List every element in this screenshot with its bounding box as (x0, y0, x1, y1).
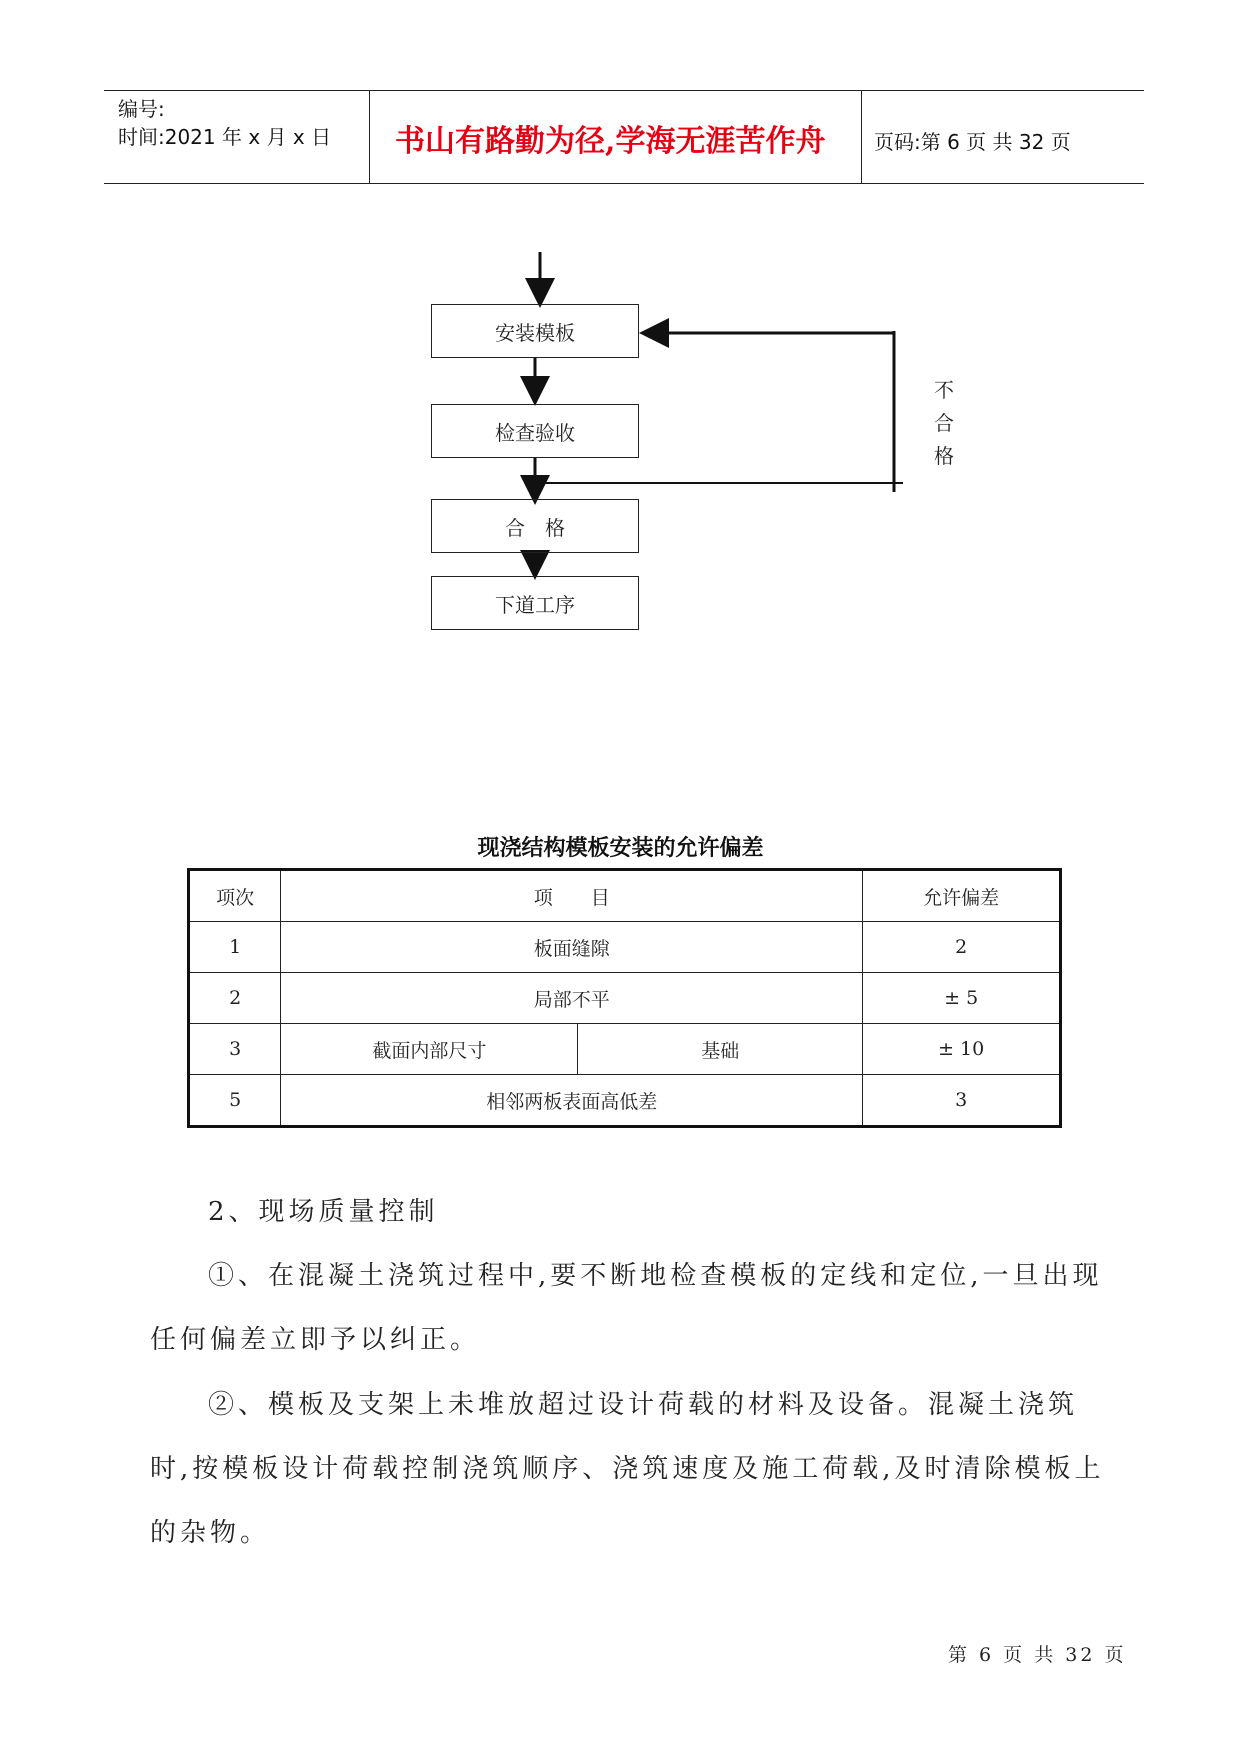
page-footer: 第 6 页 共 32 页 (948, 1644, 1127, 1666)
header-cell-item: 项 目 (281, 870, 863, 922)
paragraph-1: ①、在混凝土浇筑过程中,要不断地检查模板的定线和定位,一旦出现任何偏差立即予以纠正。 (150, 1261, 1103, 1355)
row-sub-item: 基础 (578, 1024, 863, 1075)
row-index: 2 (189, 973, 281, 1024)
row-item: 板面缝隙 (281, 922, 863, 973)
table-title: 现浇结构模板安装的允许偏差 (477, 836, 764, 861)
row-tolerance: ± 5 (863, 973, 1061, 1024)
reject-label-char: 格 (934, 444, 954, 468)
table-row (189, 1075, 1061, 1127)
row-tolerance: 3 (863, 1075, 1061, 1127)
row-index: 1 (189, 922, 281, 973)
row-tolerance: ± 10 (863, 1024, 1061, 1075)
row-item: 相邻两板表面高低差 (281, 1075, 863, 1127)
flow-step-inspect (431, 404, 639, 458)
flow-step-label: 检查验收 (495, 420, 575, 445)
flow-step-label: 合 格 (505, 515, 565, 540)
reject-label-char: 合 (934, 411, 954, 435)
reject-label-char: 不 (934, 378, 954, 402)
row-index: 3 (189, 1024, 281, 1075)
doc-time-label: 时间:2021 年 x 月 x 日 (118, 125, 332, 149)
header-cell-tolerance: 允许偏差 (863, 870, 1061, 922)
flow-step-pass (431, 499, 639, 553)
table-row (189, 973, 1061, 1024)
doc-number-label: 编号: (118, 97, 165, 121)
row-item: 局部不平 (281, 973, 863, 1024)
header-motto: 书山有路勤为径,学海无涯苦作舟 (395, 124, 826, 159)
flow-step-label: 安装模板 (495, 320, 575, 345)
row-index: 5 (189, 1075, 281, 1127)
row-item: 截面内部尺寸 (281, 1024, 578, 1075)
tolerance-table (187, 868, 1062, 1128)
flow-step-label: 下道工序 (495, 592, 575, 617)
table-row (189, 1024, 1061, 1075)
table-row (189, 922, 1061, 973)
header-cell-index: 项次 (189, 870, 281, 922)
row-tolerance: 2 (863, 922, 1061, 973)
flow-step-next-process (431, 576, 639, 630)
table-header-row (189, 870, 1061, 922)
paragraph-2: ②、模板及支架上未堆放超过设计荷载的材料及设备。混凝土浇筑时,按模板设计荷载控制浇筑顺序、浇筑速度及施工荷载,及时清除模板上的杂物。 (150, 1390, 1105, 1548)
section-heading: 2、现场质量控制 (208, 1197, 439, 1227)
flow-step-install (431, 304, 639, 358)
page-indicator: 页码:第 6 页 共 32 页 (874, 130, 1071, 154)
